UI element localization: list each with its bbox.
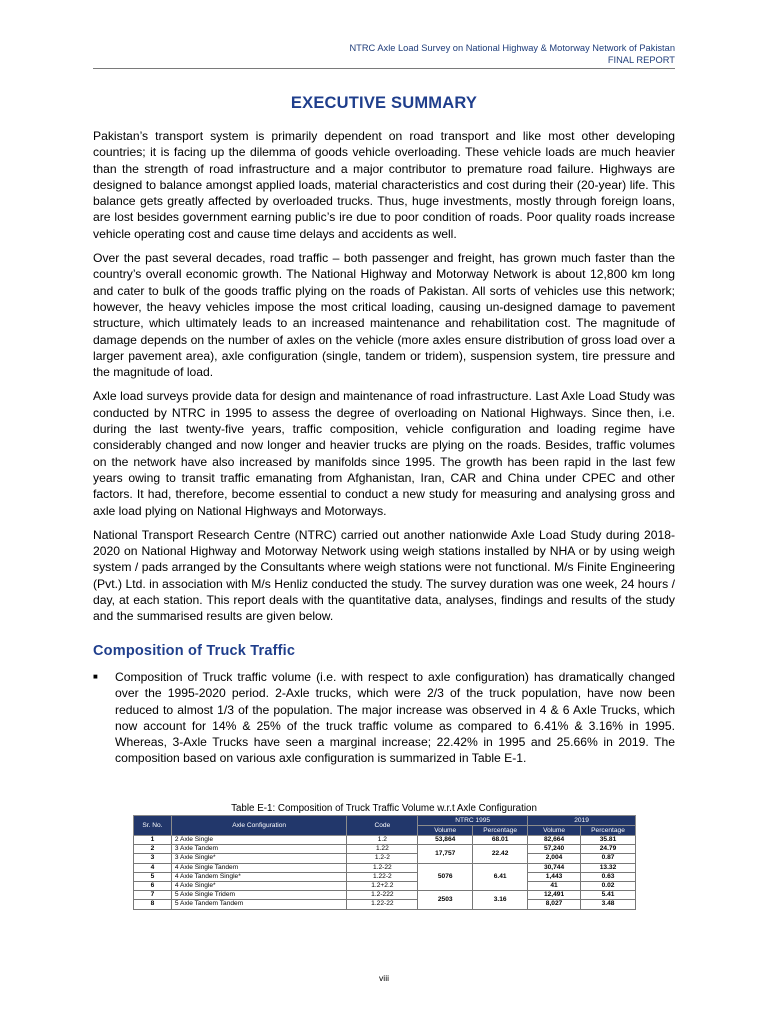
section-heading: Composition of Truck Traffic (93, 642, 296, 659)
cell-percentage-2019: 0.02 (581, 881, 636, 890)
cell-percentage-2019: 13.32 (581, 863, 636, 872)
header-ntrc-1995: NTRC 1995 (418, 816, 528, 826)
table-row (134, 836, 636, 845)
cell-sr: 8 (134, 900, 172, 909)
cell-config: 4 Axle Single* (171, 881, 347, 890)
cell-volume-2019: 2,004 (528, 854, 581, 863)
body-content (93, 128, 675, 767)
table-row (134, 881, 636, 890)
cell-volume-1995: 17,757 (418, 845, 473, 863)
table-row (134, 845, 636, 854)
cell-percentage-2019: 3.48 (581, 900, 636, 909)
cell-code: 1.22 (347, 845, 418, 854)
cell-volume-2019: 30,744 (528, 863, 581, 872)
bullet-item (93, 669, 675, 767)
cell-code: 1.22-2 (347, 872, 418, 881)
cell-code: 1.22-22 (347, 900, 418, 909)
cell-percentage-1995: 6.41 (473, 863, 528, 891)
cell-sr: 6 (134, 881, 172, 890)
cell-percentage-2019: 24.79 (581, 845, 636, 854)
cell-volume-2019: 1,443 (528, 872, 581, 881)
cell-sr: 2 (134, 845, 172, 854)
cell-volume-2019: 57,240 (528, 845, 581, 854)
cell-sr: 7 (134, 891, 172, 900)
cell-percentage-1995: 68.01 (473, 836, 528, 845)
table-row (134, 872, 636, 881)
table-caption: Table E-1: Composition of Truck Traffic Volume w.r.t Axle Configuration (231, 803, 537, 814)
header-report-title: NTRC Axle Load Survey on National Highway & Motorway Network of Pakistan (349, 43, 675, 53)
cell-sr: 3 (134, 854, 172, 863)
paragraph-2: Over the past several decades, road traffic – both passenger and freight, has grown much faster than the country’s overall economic growth. The National Highway and Motorway Network is about 12,800 km long and cater to bulk of the goods traffic plying on the roads of Pakistan. All sorts of vehicles use this network; however, the heavy vehicles impose the most critical loading, causing un-designed damage to pavement structure, which ultimately leads to an increased maintenance and rehabilitation cost. The magnitude of damage depends on the number of axles on the vehicle (more axles ensure distribution of gross load over a larger pavement area), axle configuration (single, tandem or tridem), suspension system, tire pressure and the magnitude of load. (93, 251, 675, 380)
paragraph-4: National Transport Research Centre (NTRC) carried out another nationwide Axle Load Study during 2018-2020 on National Highway and Motorway Network using weigh stations installed by NHA or by using weigh system / pads arranged by the Consultants where weigh stations were not functional. M/s Finite Engineering (Pvt.) Ltd. in association with M/s Henliz conducted the study. The survey duration was one week, 24 hours / day, at each station. This report deals with the quantitative data, analyses, findings and results of the study and the summarised results are given below. (93, 527, 675, 624)
header-volume-1995: Volume (418, 826, 473, 836)
cell-sr: 1 (134, 836, 172, 845)
cell-percentage-2019: 35.81 (581, 836, 636, 845)
cell-config: 3 Axle Tandem (171, 845, 347, 854)
table-row (134, 854, 636, 863)
cell-code: 1.2-222 (347, 891, 418, 900)
header-percentage-2019: Percentage (581, 826, 636, 836)
cell-code: 1.2 (347, 836, 418, 845)
cell-volume-1995: 5076 (418, 863, 473, 891)
header-percentage-1995: Percentage (473, 826, 528, 836)
header-report-status: FINAL REPORT (607, 55, 675, 65)
table-row (134, 891, 636, 900)
cell-code: 1.2-2 (347, 854, 418, 863)
cell-volume-2019: 8,027 (528, 900, 581, 909)
square-bullet-icon: ■ (93, 671, 98, 681)
cell-config: 3 Axle Single* (171, 854, 347, 863)
cell-volume-2019: 12,491 (528, 891, 581, 900)
cell-volume-1995: 53,864 (418, 836, 473, 845)
running-header (349, 42, 675, 66)
header-code: Code (347, 816, 418, 836)
cell-config: 4 Axle Tandem Single* (171, 872, 347, 881)
header-divider (93, 68, 675, 69)
cell-volume-2019: 41 (528, 881, 581, 890)
page-title: EXECUTIVE SUMMARY (290, 94, 478, 112)
cell-sr: 5 (134, 872, 172, 881)
paragraph-3: Axle load surveys provide data for design and maintenance of road infrastructure. Last Axle Load Study was conducted by NTRC in 1995 to assess the degree of overloading on National Highways. Since then, i.e. during the last twenty-five years, traffic composition, vehicle configuration and loading regime have considerably changed and now longer and heavier trucks are plying on the roads. Besides, traffic volumes on the network have also increased by manifolds since 1995. The growth has been rapid in the last few years owing to transit traffic emanating from Afghanistan, Iran, CAR and China under CPEC and other factors. It had, therefore, become essential to conduct a new study for measuring and analysing gross and axle load plying on National Highways and Motorways. (93, 389, 675, 518)
cell-sr: 4 (134, 863, 172, 872)
cell-config: 5 Axle Single Tridem (171, 891, 347, 900)
cell-config: 5 Axle Tandem Tandem (171, 900, 347, 909)
paragraph-1: Pakistan’s transport system is primarily dependent on road transport and like most other developing countries; it is facing up the dilemma of goods vehicle overloading. These vehicle loads are much heavier than the strength of road infrastructure and a major contributor to premature road failure. Highways are designed to balance amongst applied loads, material characteristics and cost during their (20-year) life. This balance gets greatly affected by overloaded trucks. Thus, huge investments, mostly through foreign loans, are lost besides government earning public’s ire due to poor condition of roads. Poor quality roads increase vehicle operating cost and cause time delays and accidents as well. (93, 129, 675, 241)
cell-percentage-1995: 22.42 (473, 845, 528, 863)
composition-table (133, 815, 636, 910)
cell-percentage-1995: 3.16 (473, 891, 528, 909)
cell-percentage-2019: 0.63 (581, 872, 636, 881)
header-2019: 2019 (528, 816, 636, 826)
cell-percentage-2019: 0.87 (581, 854, 636, 863)
cell-config: 2 Axle Single (171, 836, 347, 845)
cell-code: 1.2+2.2 (347, 881, 418, 890)
page-number: viii (378, 973, 390, 983)
table-row (134, 863, 636, 872)
cell-percentage-2019: 5.41 (581, 891, 636, 900)
cell-volume-2019: 82,664 (528, 836, 581, 845)
cell-config: 4 Axle Single Tandem (171, 863, 347, 872)
table-row (134, 900, 636, 909)
header-axle-configuration: Axle Configuration (171, 816, 347, 836)
header-sr-no: Sr. No. (134, 816, 172, 836)
cell-code: 1.2-22 (347, 863, 418, 872)
cell-volume-1995: 2503 (418, 891, 473, 909)
bullet-text: Composition of Truck traffic volume (i.e. with respect to axle configuration) has dramatically changed over the 1995-2020 period. 2-Axle trucks, which were 2/3 of the truck population, have now been reduced to almost 1/3 of the population. The major increase was observed in 4 & 6 Axle Trucks, which now account for 14% & 25% of the truck traffic volume as compared to 6.41% & 3.16% in 1995. Whereas, 3-Axle Trucks have seen a marginal increase; 22.42% in 1995 and 25.66% in 2019. The composition based on various axle configuration is summarized in Table E-1. (115, 669, 675, 766)
header-volume-2019: Volume (528, 826, 581, 836)
